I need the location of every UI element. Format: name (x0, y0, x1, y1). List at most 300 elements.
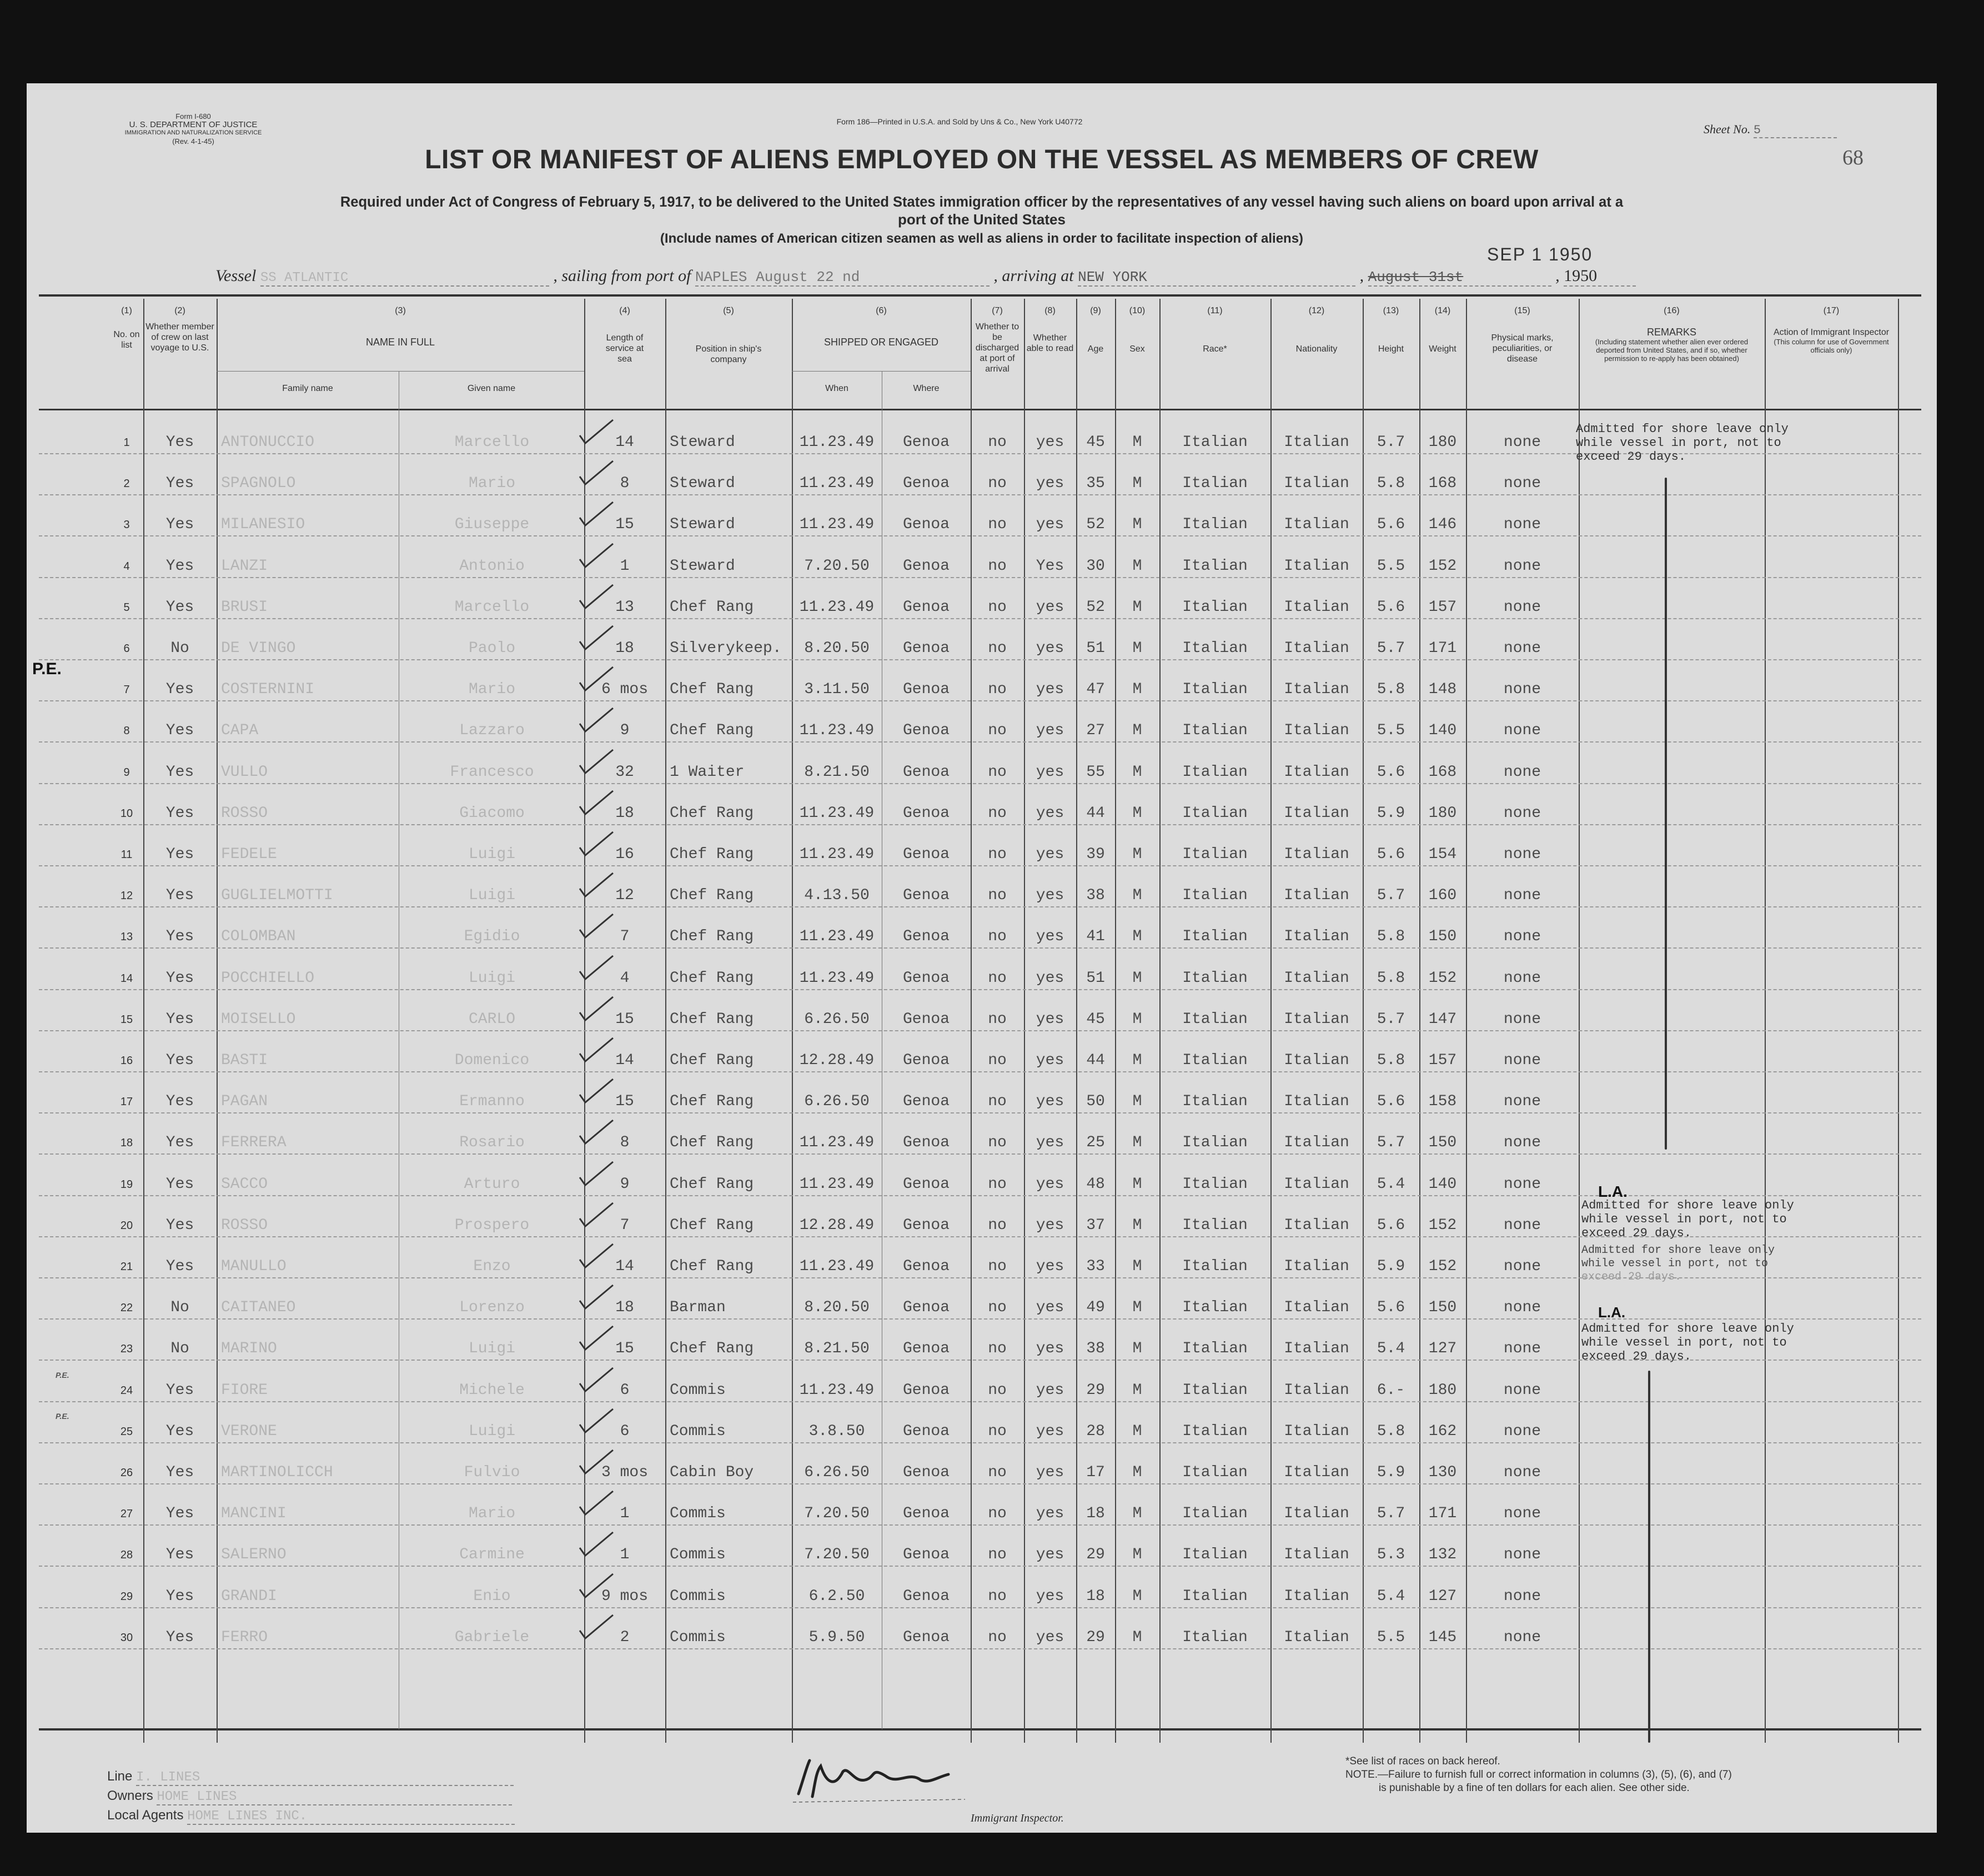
cell-given: Antonio (459, 557, 525, 575)
cell-nat: Italian (1284, 1422, 1349, 1440)
cell-position: Chef Rang (670, 1134, 754, 1152)
cell-position: Commis (670, 1628, 726, 1646)
vessel-value: SS ATLANTIC (260, 270, 549, 287)
cell-service: 1 (620, 1546, 630, 1564)
cell-read: yes (1036, 804, 1064, 822)
cell-race: Italian (1182, 1546, 1248, 1564)
cell-disch: no (988, 969, 1007, 987)
cell-race: Italian (1182, 969, 1248, 987)
cell-nat: Italian (1284, 969, 1349, 987)
cell-read: yes (1036, 1175, 1064, 1193)
cell-position: Barman (670, 1299, 726, 1317)
cell-read: yes (1036, 640, 1064, 657)
cell-weight: 152 (1428, 1216, 1457, 1234)
cell-sex: M (1132, 434, 1142, 451)
cell-read: yes (1036, 887, 1064, 905)
cell-no: 4 (123, 560, 130, 573)
table-row (39, 1401, 1921, 1443)
cell-no: 12 (120, 890, 133, 902)
cell-read: yes (1036, 1258, 1064, 1275)
remark-line: Admitted for shore leave only (1576, 422, 1789, 436)
cell-nat: Italian (1284, 516, 1349, 534)
cell-sex: M (1132, 598, 1142, 616)
cell-race: Italian (1182, 1216, 1248, 1234)
check-mark-icon (577, 787, 616, 821)
cell-disch: no (988, 640, 1007, 657)
cell-marks: none (1503, 1258, 1541, 1275)
cell-height: 5.8 (1377, 681, 1405, 699)
remark-line: exceed 29 days. (1581, 1271, 1682, 1283)
cell-sex: M (1132, 1010, 1142, 1028)
cell-prev: Yes (165, 763, 194, 781)
cell-no: 10 (120, 807, 133, 820)
subtitle-line-1: Required under Act of Congress of February 5, 1917, to be delivered to the United States immigration officer by the representatives of any vessel having such aliens on board upon arrival at a (340, 194, 1624, 210)
cell-race: Italian (1182, 640, 1248, 657)
cell-race: Italian (1182, 887, 1248, 905)
cell-when: 11.23.49 (799, 1175, 875, 1193)
cell-race: Italian (1182, 1052, 1248, 1069)
cell-position: Silverykeep. (670, 640, 782, 657)
cell-weight: 160 (1428, 887, 1457, 905)
cell-sex: M (1132, 1505, 1142, 1523)
table-row (39, 1071, 1921, 1113)
cell-race: Italian (1182, 1258, 1248, 1275)
cell-prev: Yes (165, 969, 194, 987)
cell-nat: Italian (1284, 1587, 1349, 1605)
col-header-6: (6) SHIPPED OR ENGAGED (823, 306, 939, 348)
cell-nat: Italian (1284, 1134, 1349, 1152)
cell-where: Genoa (902, 640, 950, 657)
cell-service: 3 mos (601, 1464, 648, 1481)
cell-read: yes (1036, 598, 1064, 616)
cell-weight: 150 (1428, 1299, 1457, 1317)
cell-sex: M (1132, 1134, 1142, 1152)
header-bottom-rule (39, 409, 1921, 410)
table-row (39, 824, 1921, 866)
cell-weight: 180 (1428, 1381, 1457, 1399)
cell-prev: Yes (165, 1381, 194, 1399)
footer-agents-field (107, 1808, 515, 1825)
cell-nat: Italian (1284, 1216, 1349, 1234)
remark-line: Admitted for shore leave only (1581, 1198, 1794, 1212)
footer-line-field (107, 1769, 514, 1786)
cell-sex: M (1132, 1587, 1142, 1605)
cell-given: Enzo (473, 1258, 511, 1275)
penalty-note-2: is punishable by a fine of ten dollars for each alien. See other side. (1379, 1782, 1690, 1794)
check-mark-icon (577, 417, 616, 450)
cell-position: Cabin Boy (670, 1464, 754, 1481)
cell-service: 6 (620, 1381, 630, 1399)
cell-age: 55 (1086, 763, 1105, 781)
vessel-label: Vessel (215, 267, 257, 285)
cell-read: Yes (1036, 557, 1064, 575)
cell-race: Italian (1182, 516, 1248, 534)
cell-when: 6.26.50 (804, 1464, 870, 1481)
cell-when: 5.9.50 (808, 1628, 865, 1646)
cell-weight: 180 (1428, 804, 1457, 822)
cell-marks: none (1503, 434, 1541, 451)
cell-nat: Italian (1284, 804, 1349, 822)
cell-where: Genoa (902, 1093, 950, 1111)
cell-family: ANTONUCCIO (221, 434, 315, 451)
cell-service: 15 (615, 516, 634, 534)
cell-family: VULLO (221, 763, 268, 781)
cell-family: SPAGNOLO (221, 475, 296, 493)
cell-position: Chef Rang (670, 1052, 754, 1069)
cell-race: Italian (1182, 1010, 1248, 1028)
form-id-block (110, 112, 277, 146)
cell-where: Genoa (902, 1175, 950, 1193)
cell-height: 5.7 (1377, 1010, 1405, 1028)
cell-given: Marcello (454, 434, 530, 451)
cell-read: yes (1036, 475, 1064, 493)
sailing-label: , sailing from port of (553, 267, 691, 285)
cell-nat: Italian (1284, 681, 1349, 699)
cell-where: Genoa (902, 1010, 950, 1028)
check-mark-icon (577, 1035, 616, 1068)
cell-given: Domenico (454, 1052, 530, 1069)
name-subheader-rule (217, 371, 584, 372)
check-mark-icon (577, 623, 616, 656)
shipped-subheader-rule (792, 371, 971, 372)
cell-where: Genoa (902, 1340, 950, 1358)
cell-when: 6.2.50 (808, 1587, 865, 1605)
cell-marks: none (1503, 1299, 1541, 1317)
cell-given: Rosario (459, 1134, 525, 1152)
cell-prev: Yes (165, 1093, 194, 1111)
cell-weight: 157 (1428, 598, 1457, 616)
department: U. S. DEPARTMENT OF JUSTICE (129, 120, 258, 129)
agents-value: HOME LINES INC. (187, 1809, 515, 1825)
cell-no: 27 (120, 1508, 133, 1521)
cell-position: Chef Rang (670, 1258, 754, 1275)
col-header-17: (17) Action of Immigrant Inspector (This column for use of Government officials only) (1773, 306, 1890, 354)
cell-family: VERONE (221, 1422, 277, 1440)
cell-age: 44 (1086, 804, 1105, 822)
margin-mark-row-22: P.E. (56, 1371, 69, 1380)
cell-prev: Yes (165, 1505, 194, 1523)
cell-nat: Italian (1284, 928, 1349, 946)
cell-age: 29 (1086, 1546, 1105, 1564)
cell-disch: no (988, 1381, 1007, 1399)
cell-marks: none (1503, 1464, 1541, 1481)
remark-line: while vessel in port, not to (1581, 1257, 1769, 1270)
cell-when: 11.23.49 (799, 1381, 875, 1399)
check-mark-icon (577, 1241, 616, 1274)
cell-family: FERRERA (221, 1134, 287, 1152)
subtitle-line-3: (Include names of American citizen seamen as well as aliens in order to facilitate inspection of aliens) (660, 231, 1304, 246)
cell-prev: No (170, 1299, 189, 1317)
cell-weight: 130 (1428, 1464, 1457, 1481)
cell-family: SACCO (221, 1175, 268, 1193)
cell-weight: 171 (1428, 640, 1457, 657)
cell-family: GRANDI (221, 1587, 277, 1605)
cell-no: 30 (120, 1631, 133, 1644)
cell-marks: none (1503, 1093, 1541, 1111)
cell-sex: M (1132, 846, 1142, 863)
cell-marks: none (1503, 887, 1541, 905)
cell-where: Genoa (902, 1216, 950, 1234)
cell-height: 5.6 (1377, 1216, 1405, 1234)
cell-position: Chef Rang (670, 1216, 754, 1234)
check-mark-icon (577, 746, 616, 780)
cell-age: 29 (1086, 1381, 1105, 1399)
la-mark-1: L.A. (1598, 1183, 1628, 1200)
cell-where: Genoa (902, 846, 950, 863)
col-header-4: (4) Length of service at sea (605, 306, 644, 364)
cell-service: 9 (620, 722, 630, 740)
cell-nat: Italian (1284, 1628, 1349, 1646)
remarks-block-20 (1581, 1244, 1775, 1284)
cell-prev: Yes (165, 804, 194, 822)
check-mark-icon (577, 829, 616, 862)
cell-age: 30 (1086, 557, 1105, 575)
cell-race: Italian (1182, 681, 1248, 699)
cell-where: Genoa (902, 722, 950, 740)
cell-sex: M (1132, 1422, 1142, 1440)
cell-no: 21 (120, 1261, 133, 1273)
cell-height: 5.7 (1377, 640, 1405, 657)
cell-no: 1 (123, 437, 130, 449)
table-row (39, 1360, 1921, 1402)
cell-when: 12.28.49 (799, 1052, 875, 1069)
arriving-label: , arriving at (993, 267, 1074, 285)
cell-disch: no (988, 1464, 1007, 1481)
cell-prev: Yes (165, 681, 194, 699)
cell-marks: none (1503, 1422, 1541, 1440)
vessel-line: Vessel SS ATLANTIC , sailing from port of NAPLES August 22 nd , arriving at NEW YORK , August 31st , 1950 (215, 267, 1770, 287)
check-mark-icon (577, 581, 616, 615)
cell-prev: Yes (165, 516, 194, 534)
sailing-value: NAPLES August 22 nd (695, 269, 990, 287)
cell-position: Steward (670, 516, 735, 534)
cell-position: Commis (670, 1505, 726, 1523)
owners-label: Owners (107, 1788, 153, 1803)
cell-where: Genoa (902, 1464, 950, 1481)
cell-given: Arturo (464, 1175, 520, 1193)
cell-prev: Yes (165, 1134, 194, 1152)
cell-prev: Yes (165, 1546, 194, 1564)
cell-age: 18 (1086, 1505, 1105, 1523)
cell-service: 1 (620, 557, 630, 575)
cell-nat: Italian (1284, 640, 1349, 657)
cell-nat: Italian (1284, 1010, 1349, 1028)
table-row (39, 742, 1921, 784)
cell-disch: no (988, 681, 1007, 699)
cell-position: Chef Rang (670, 887, 754, 905)
inspector-label: Immigrant Inspector. (971, 1812, 1064, 1824)
arrival-date-stamp: SEP 1 1950 (1487, 244, 1593, 264)
cell-read: yes (1036, 1422, 1064, 1440)
cell-marks: none (1503, 1587, 1541, 1605)
cell-prev: Yes (165, 1422, 194, 1440)
check-mark-icon (577, 1488, 616, 1521)
cell-weight: 168 (1428, 475, 1457, 493)
cell-marks: none (1503, 846, 1541, 863)
cell-prev: Yes (165, 598, 194, 616)
remark-line: while vessel in port, not to (1581, 1336, 1787, 1350)
cell-position: Commis (670, 1422, 726, 1440)
cell-service: 14 (615, 434, 634, 451)
cell-when: 8.20.50 (804, 640, 870, 657)
cell-given: Luigi (468, 1340, 515, 1358)
cell-sex: M (1132, 1258, 1142, 1275)
cell-when: 12.28.49 (799, 1216, 875, 1234)
cell-read: yes (1036, 1134, 1064, 1152)
cell-nat: Italian (1284, 1381, 1349, 1399)
remark-line: while vessel in port, not to (1576, 436, 1781, 450)
check-mark-icon (577, 1158, 616, 1192)
cell-service: 12 (615, 887, 634, 905)
cell-position: Steward (670, 557, 735, 575)
cell-position: Chef Rang (670, 722, 754, 740)
cell-position: 1 Waiter (670, 763, 745, 781)
arrival-year: 1950 (1564, 267, 1636, 287)
cell-no: 16 (120, 1055, 133, 1067)
cell-sex: M (1132, 969, 1142, 987)
cell-where: Genoa (902, 1628, 950, 1646)
cell-where: Genoa (902, 1258, 950, 1275)
cell-marks: none (1503, 1628, 1541, 1646)
cell-position: Chef Rang (670, 1093, 754, 1111)
cell-prev: Yes (165, 1587, 194, 1605)
remark-line: exceed 29 days. (1576, 450, 1686, 464)
cell-service: 32 (615, 763, 634, 781)
cell-where: Genoa (902, 928, 950, 946)
table-row (39, 783, 1921, 825)
cell-age: 45 (1086, 1010, 1105, 1028)
col-subheader-where: Where (913, 384, 940, 393)
cell-position: Commis (670, 1587, 726, 1605)
sheet-number-field (1704, 122, 1837, 138)
table-row (39, 1524, 1921, 1567)
cell-disch: no (988, 1175, 1007, 1193)
cell-marks: none (1503, 1052, 1541, 1069)
cell-weight: 145 (1428, 1628, 1457, 1646)
cell-age: 49 (1086, 1299, 1105, 1317)
cell-nat: Italian (1284, 1258, 1349, 1275)
cell-marks: none (1503, 763, 1541, 781)
cell-sex: M (1132, 1628, 1142, 1646)
cell-weight: 127 (1428, 1340, 1457, 1358)
cell-no: 9 (123, 766, 130, 779)
check-mark-icon (577, 994, 616, 1027)
cell-no: 13 (120, 931, 133, 944)
cell-height: 5.4 (1377, 1587, 1405, 1605)
cell-read: yes (1036, 1505, 1064, 1523)
cell-position: Chef Rang (670, 804, 754, 822)
cell-nat: Italian (1284, 557, 1349, 575)
table-row (39, 536, 1921, 578)
col-header-1: (1) No. on list (113, 306, 140, 350)
cell-nat: Italian (1284, 475, 1349, 493)
cell-when: 7.20.50 (804, 1505, 870, 1523)
cell-disch: no (988, 1216, 1007, 1234)
cell-age: 18 (1086, 1587, 1105, 1605)
cell-given: Mario (468, 1505, 515, 1523)
cell-height: 5.7 (1377, 1134, 1405, 1152)
cell-marks: none (1503, 722, 1541, 740)
cell-when: 11.23.49 (799, 434, 875, 451)
cell-position: Commis (670, 1381, 726, 1399)
cell-service: 18 (615, 804, 634, 822)
cell-height: 5.9 (1377, 1464, 1405, 1481)
cell-read: yes (1036, 1299, 1064, 1317)
cell-when: 8.21.50 (804, 763, 870, 781)
cell-height: 6.- (1377, 1381, 1405, 1399)
cell-family: FEDELE (221, 846, 277, 863)
cell-race: Italian (1182, 763, 1248, 781)
cell-marks: none (1503, 475, 1541, 493)
cell-family: COLOMBAN (221, 928, 296, 946)
cell-nat: Italian (1284, 887, 1349, 905)
cell-when: 11.23.49 (799, 969, 875, 987)
cell-prev: Yes (165, 887, 194, 905)
col-subheader-when: When (825, 384, 848, 393)
cell-height: 5.9 (1377, 804, 1405, 822)
check-mark-icon (577, 705, 616, 738)
cell-read: yes (1036, 516, 1064, 534)
check-mark-icon (577, 664, 616, 697)
cell-sex: M (1132, 1299, 1142, 1317)
cell-prev: Yes (165, 722, 194, 740)
table-row (39, 948, 1921, 990)
cell-service: 14 (615, 1052, 634, 1069)
cell-age: 47 (1086, 681, 1105, 699)
table-row (39, 618, 1921, 660)
cell-nat: Italian (1284, 598, 1349, 616)
cell-race: Italian (1182, 1464, 1248, 1481)
cell-where: Genoa (902, 598, 950, 616)
table-row (39, 1566, 1921, 1608)
check-mark-icon (577, 499, 616, 532)
cell-prev: Yes (165, 1628, 194, 1646)
table-row (39, 1442, 1921, 1484)
cell-age: 51 (1086, 640, 1105, 657)
cell-read: yes (1036, 1216, 1064, 1234)
cell-family: ROSSO (221, 804, 268, 822)
margin-mark-row-6: P.E. (32, 660, 62, 678)
cell-marks: none (1503, 1546, 1541, 1564)
cell-sex: M (1132, 1340, 1142, 1358)
cell-marks: none (1503, 681, 1541, 699)
cell-sex: M (1132, 681, 1142, 699)
cell-service: 6 (620, 1422, 630, 1440)
cell-sex: M (1132, 1093, 1142, 1111)
cell-family: POCCHIELLO (221, 969, 315, 987)
cell-disch: no (988, 722, 1007, 740)
cell-position: Commis (670, 1546, 726, 1564)
table-row (39, 865, 1921, 907)
cell-height: 5.6 (1377, 1093, 1405, 1111)
cell-race: Italian (1182, 1299, 1248, 1317)
sheet-value: 5 (1754, 123, 1837, 138)
cell-where: Genoa (902, 1299, 950, 1317)
form-number: Form I-680 (175, 112, 211, 121)
cell-disch: no (988, 846, 1007, 863)
cell-height: 5.8 (1377, 969, 1405, 987)
cell-disch: no (988, 516, 1007, 534)
cell-family: MILANESIO (221, 516, 305, 534)
cell-service: 8 (620, 475, 630, 493)
cell-weight: 140 (1428, 722, 1457, 740)
cell-age: 33 (1086, 1258, 1105, 1275)
page-title: LIST OR MANIFEST OF ALIENS EMPLOYED ON THE VESSEL AS MEMBERS OF CREW (425, 145, 1539, 174)
check-mark-icon (577, 1365, 616, 1398)
cell-disch: no (988, 434, 1007, 451)
col-header-8: (8) Whether able to read (1026, 306, 1074, 353)
ditto-line-1 (1665, 478, 1667, 1150)
